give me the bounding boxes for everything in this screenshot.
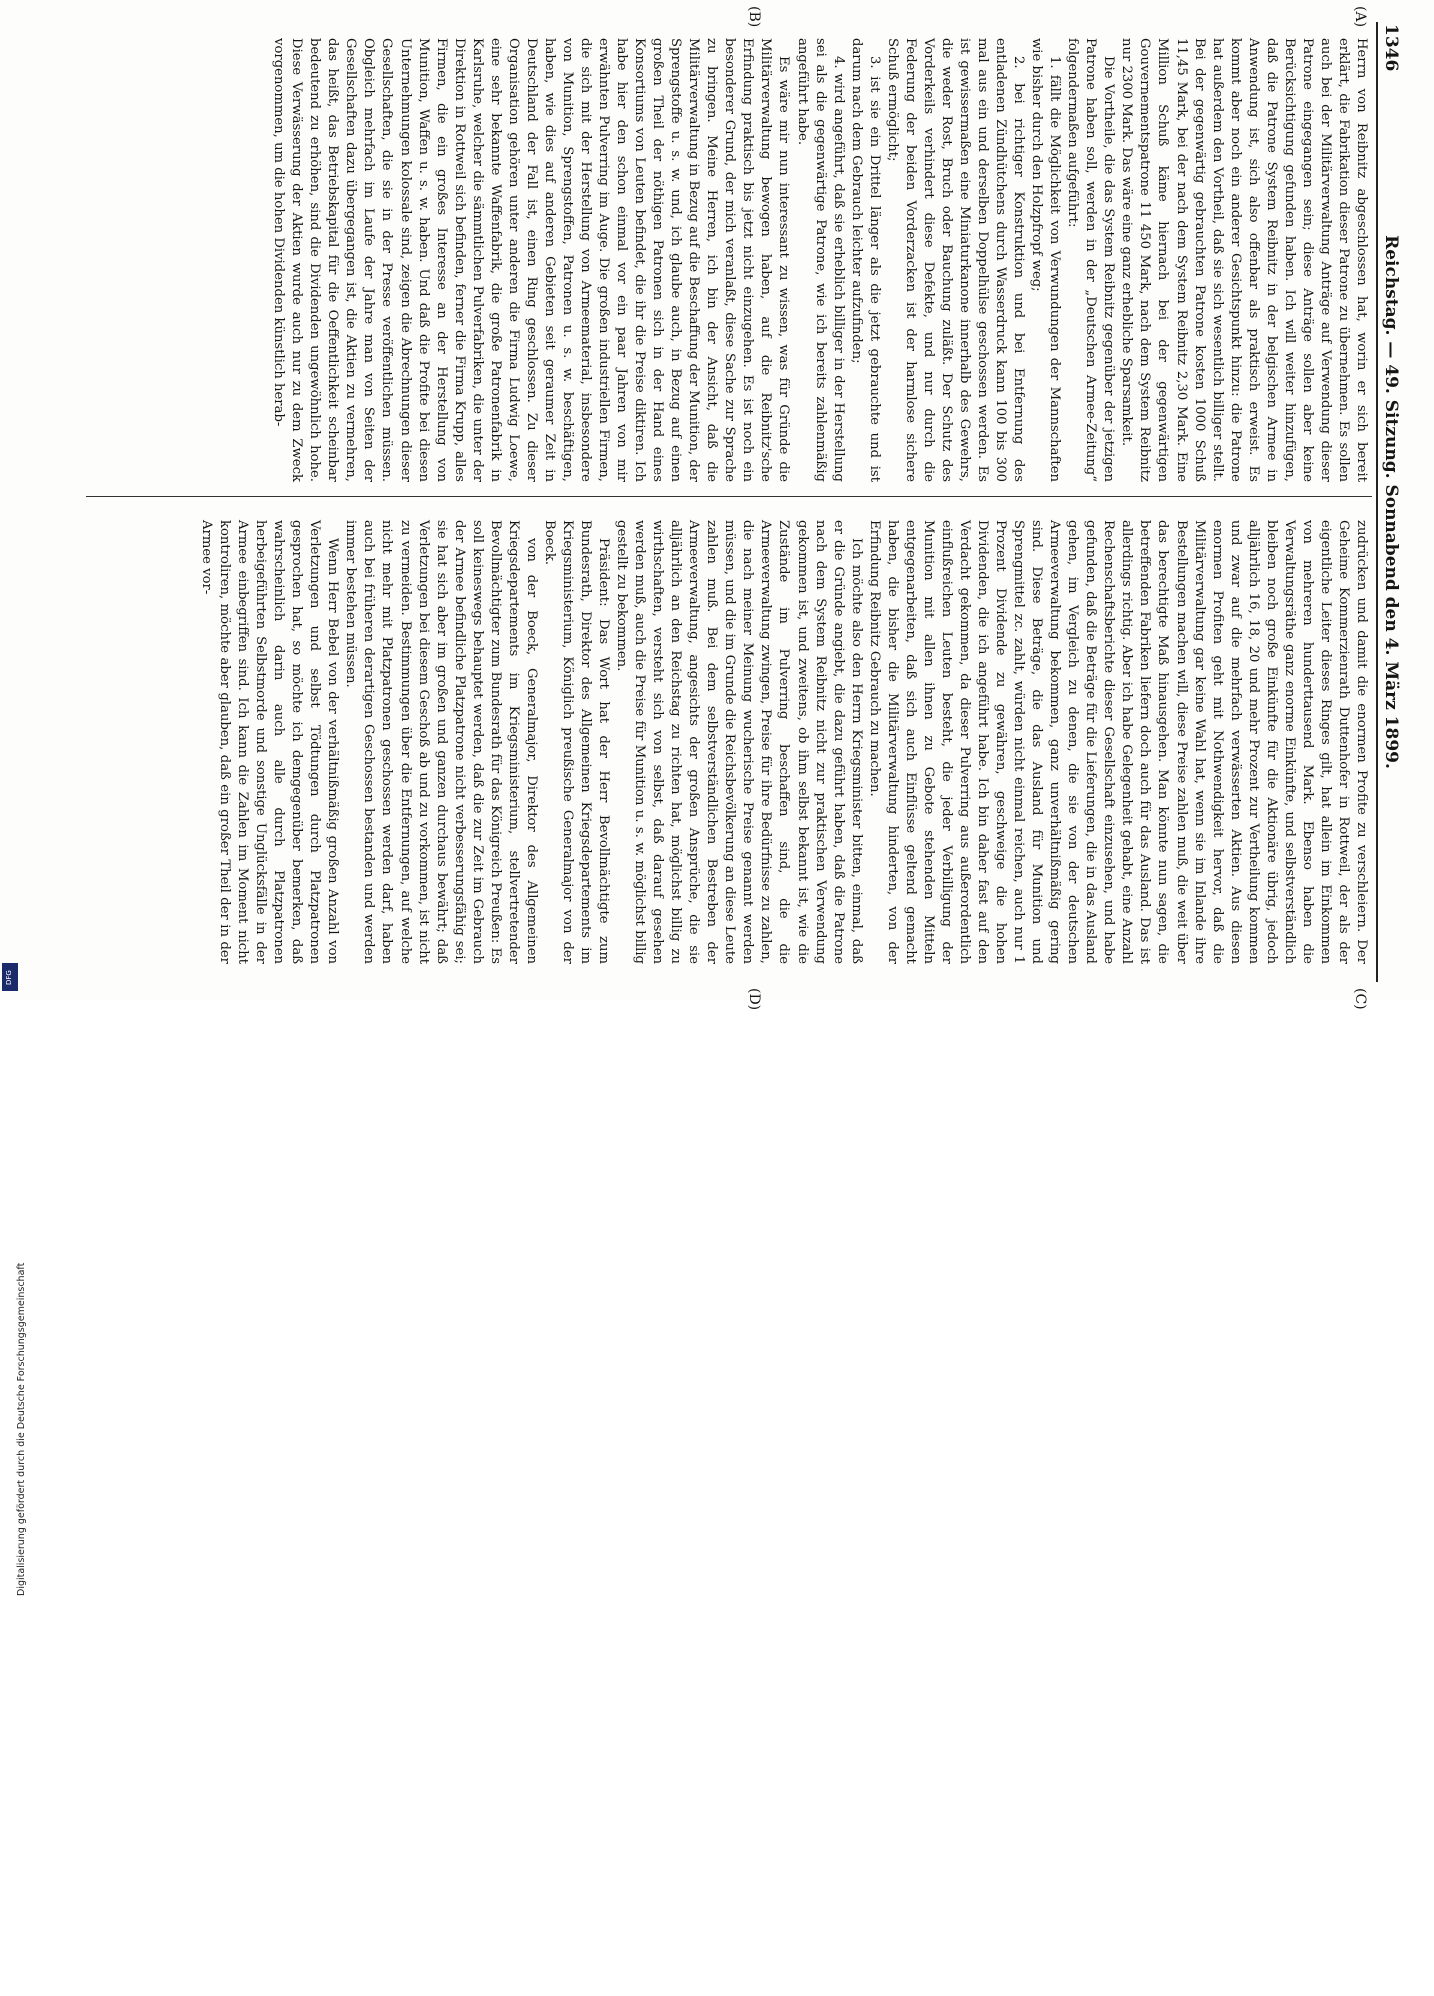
right-text-column (86, 520, 1370, 964)
digitization-credit (2, 996, 27, 1996)
page-header (1376, 22, 1402, 982)
paragraph: Wenn Herr Bebel von der verhältnißmäßig großen Anzahl von Verletzungen und selbst Tödtungen durch Platzpatronen gesprochen hat, so möchte ich demgegenüber bemerken, daß wahrscheinlich darin auch alle durch Platzpatronen herbeigeführten Selbstmorde und sonstige Unglücksfälle in der Armee einbegriffen sind. Ich kann die Zahlen im Moment nicht kontroliren, möchte aber glauben, daß ein großer Theil der in der Armee vor- (199, 520, 341, 964)
list-item: 3. ist sie ein Drittel länger als die jetzt gebrauchte und ist darum nach dem Gebrauch leichter aufzufinden; (848, 38, 882, 482)
column-divider (86, 496, 1372, 497)
speaker-paragraph: von der Boeck, Generalmajor, Direktor des Allgemeinen Kriegsdepartements im Kriegsministerium, stellvertretender Bevollmächtigter zum Bundesrath für das Königreich Preußen: Es soll keineswegs behauptet werden, daß die zur Zeit im Gebrauch der Armee befindliche Platzpatrone nicht verbesserungsfähig sei; sie hat sich aber im großen und ganzen durchaus bewährt; daß Verletzungen bei diesem Geschoß ab und zu vorkommen, ist nicht zu vermeiden. Bestimmungen über die Entfernungen, auf welche nicht mehr mit Platzpatronen geschossen werden darf, haben auch bei früheren derartigen Geschossen bestanden und werden immer bestehen müssen. (343, 520, 539, 964)
paragraph: Herrn von Reibnitz abgeschlossen hat, worin er sich bereit erklärt, die Fabrikation dieser Patrone zu übernehmen. Es sollen auch bei der Militärverwaltung Anträge auf Verwendung dieser Patrone eingegangen sein; diese Anträge sollen aber keine Berücksichtigung gefunden haben. Ich will weiter hinzufügen, daß die Patrone System Reibnitz in der belgischen Armee in Anwendung ist, sich also offenbar als praktisch erweist. Es kommt aber noch ein anderer Gesichtspunkt hinzu: die Patrone hat außerdem den Vortheil, daß sie sich wesentlich billiger stellt. Bei der gegenwärtig gebrauchten Patrone kosten 1000 Schuß 11,45 Mark, bei der nach dem System Reibnitz 2,30 Mark. Eine Million Schuß käme hiernach bei der gegenwärtigen Gouvernementspatrone 11 450 Mark, nach dem System Reibnitz nur 2300 Mark. Das wäre eine ganz erhebliche Sparsamkeit. (1119, 38, 1369, 482)
list-item: 1. fällt die Möglichkeit von Verwundungen der Mannschaften wie bisher durch den Holzpfropf weg; (1029, 38, 1063, 482)
credit-text: Digitalisierung gefördert durch die Deutsche Forschungsgemeinschaft (16, 1262, 27, 1596)
speaker-paragraph: Präsident: Das Wort hat der Herr Bevollmächtigte zum Bundesrath, Direktor des Allgemeinen Kriegsdepartements im Kriegsministerium, Königlich preußische Generalmajor von der Boeck. (541, 520, 612, 964)
margin-mark-c: (C) (1352, 988, 1368, 1010)
margin-mark-d: (D) (746, 988, 762, 1011)
left-text-column (86, 38, 1370, 482)
paragraph: Es wäre mir nun interessant zu wissen, was für Gründe die Militärverwaltung bewogen haben, auf die Reibnitz'sche Erfindung praktisch bis jetzt nicht einzugehen. Es ist noch ein besonderer Grund, der mich veranlaßt, diese Sache zur Sprache zu bringen. Meine Herren, ich bin der Ansicht, daß die Militärverwaltung in Bezug auf die Beschaffung der Munition, der Sprengstoffe u. s. w. und, ich glaube auch, in Bezug auf einen großen Theil der nöthigen Patronen sich in der Hand eines Konsortiums von Leuten befindet, die ihr die Preise diktiren. Ich habe hier den schon einmal vor ein paar Jahren von mir erwähnten Pulverring im Auge. Die großen industriellen Firmen, die sich mit der Herstellung von Armeematerial, insbesondere von Munition, Sprengstoffen, Patronen u. s. w. beschäftigen, haben, wie dies auf anderen Gebieten seit geraumer Zeit in Deutschland der Fall ist, einen Ring geschlossen. Zu dieser Organisation gehören unter anderen die Firma Ludwig Loewe, eine sehr bekannte Waffenfabrik, die große Patronenfabrik in Karlsruhe, welcher die sämmtlichen Pulverfabriken, die unter der Direktion in Rottweil sich befinden, ferner die Firma Krupp, alles Firmen, die ein großes Interesse an der Herstellung von Munition, Waffen u. s. w. haben. Und daß die Profite bei diesen Unternehmungen kolossale sind, zeigen die Abrechnungen dieser Gesellschaften, die sie in der Presse veröffentlichen müssen. Obgleich mehrfach im Laufe der Jahre man von Seiten der Gesellschaften dazu übergegangen ist, die Aktien zu vermehren, das heißt, das Betriebskapital für die Oeffentlichkeit scheinbar bedeutend zu erhöhen, sind die Dividenden ungewöhnlich hohe. Diese Verwässerung der Aktien wurde auch nur zu dem Zweck vorgenommen, um die hohen Dividenden künstlich herab- (271, 38, 792, 482)
margin-mark-a: (A) (1352, 6, 1368, 28)
list-item: 4. wird angeführt, daß sie erheblich billiger in der Herstellung sei als die gegenwärtige Patrone, wie ich bereits zahlenmäßig angeführt habe. (794, 38, 846, 482)
dfg-logo-text: DFG (5, 970, 13, 985)
paragraph: Ich möchte also den Herrn Kriegsminister bitten, einmal, daß er die Gründe angiebt, die dazu geführt haben, daß die Patrone nach dem System Reibnitz nicht zur praktischen Verwendung gekommen ist, und zweitens, ob ihm selbst bekannt ist, wie die Zustände im Pulverring beschaffen sind, die die Armeeverwaltung zwingen, Preise für ihre Bedürfnisse zu zahlen, die nach meiner Meinung wucherische Preise genannt werden müssen, und die im Grunde die Reichsbevölkerung an diese Leute zahlen muß. Bei dem selbstverständlichen Bestreben der Armeeverwaltung, angesichts der großen Ansprüche, die sie alljährlich an den Reichstag zu richten hat, möglichst billig zu wirthschaften, versteht sich von selbst, daß darauf gesehen werden muß, auch die Preise für Munition u. s. w. möglichst billig gestellt zu bekommen. (614, 520, 864, 964)
dfg-logo (2, 963, 18, 991)
list-item: 2. bei richtiger Konstruktion und bei Entfernung des entladenen Zündhütchens durch Wasserdruck kann 100 bis 300 mal aus ein und derselben Doppelhülse geschossen werden. Es ist gewissermaßen eine Miniaturkanone innerhalb des Gewehrs, die weder Rost, Bruch oder Bauchung zuläßt. Der Schutz des Vorderkeils verhindert diese Defekte, und nur durch die Federung der beiden Vorderzacken ist der harmlose sichere Schuß ermöglicht; (884, 38, 1027, 482)
running-title: Reichstag. — 49. Sitzung. Sonnabend den 4. März 1899. (1381, 235, 1401, 769)
margin-mark-b: (B) (746, 6, 762, 28)
paragraph: Die Vortheile, die das System Reibnitz gegenüber der jetzigen Patrone haben soll, werden in der „Deutschen Armee-Zeitung“ folgendermaßen aufgeführt: (1065, 38, 1117, 482)
page-number: 1346 (1381, 24, 1401, 72)
paragraph: zudrücken und damit die enormen Profite zu verschleiern. Der Geheime Kommerzienrath Duttenhofer in Rottweil, der als der eigentliche Leiter dieses Ringes gilt, hat allein im Einkommen von mehreren hunderttausend Mark. Ebenso haben die Verwaltungsräthe ganz enorme Einkünfte, und selbstverständlich bleiben noch große Einkünfte für die Aktionäre übrig, jedoch alljährlich 16, 18, 20 und mehr Prozent zur Vertheilung kommen und zwar auf die mehrfach verwässerten Aktien. Aus diesen enormen Profiten geht mit Nothwendigkeit hervor, daß die Militärverwaltung gar keine Wahl hat, wenn sie im Inlande ihre Bestellungen machen will, diese Preise zahlen muß, die weit über das berechtigte Maß hinausgehen. Man könnte nun sagen, die betreffenden Fabriken liefern doch auch für das Ausland. Das ist allerdings richtig. Aber ich habe Gelegenheit gehabt, eine Anzahl Rechenschaftsberichte dieser Gesellschaft einzusehen, und habe gefunden, daß die Beträge für die Lieferungen, die in das Ausland gehen, im Vergleich zu denen, die sie von der deutschen Armeeverwaltung bekommen, ganz unverhältnißmäßig gering sind. Diese Beträge, die das Ausland für Munition und Sprengmittel zc. zahlt, würden nicht einmal reichen, auch nur 1 Prozent Dividende zu gewähren, geschweige die hohen Dividenden, die ich angeführt habe. Ich bin daher fast auf den Verdacht gekommen, da dieser Pulverring aus außerordentlich einflußreichen Leuten besteht, die jeder Verbilligung der Munition mit allen ihnen zu Gebote stehenden Mitteln entgegenarbeiten, daß sich auch Einflüsse geltend gemacht haben, die bisher die Militärverwaltung hinderten, von der Erfindung Reibnitz Gebrauch zu machen. (866, 520, 1369, 964)
rotated-page-content (80, 6, 1402, 1011)
